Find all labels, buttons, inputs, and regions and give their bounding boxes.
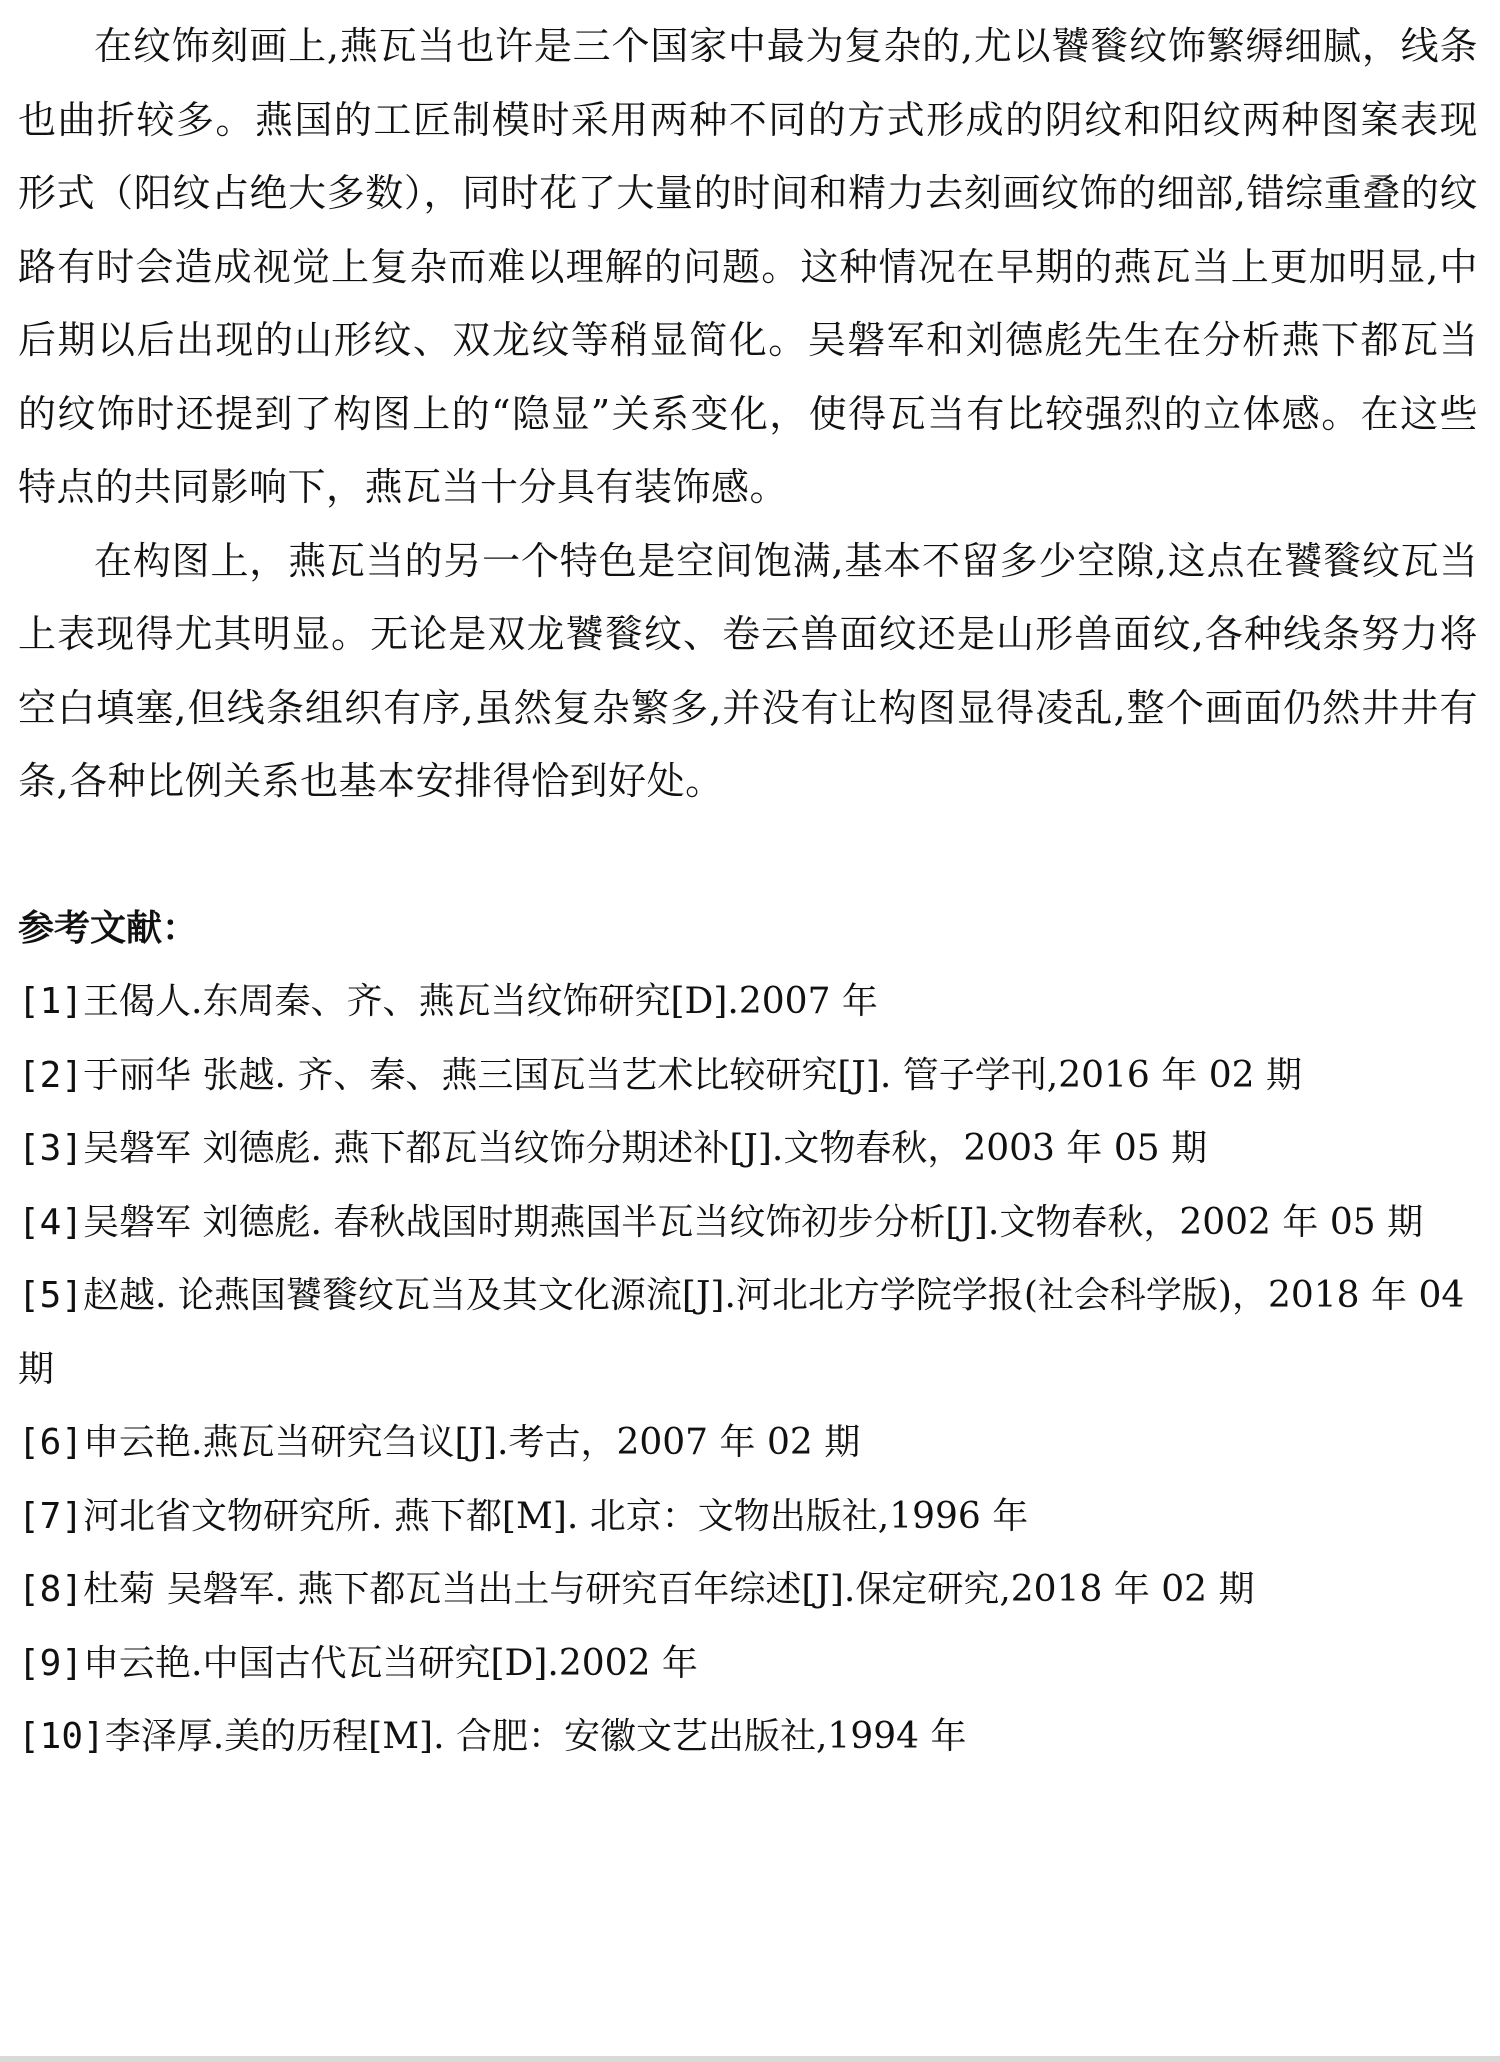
reference-number: [3] xyxy=(18,1128,84,1169)
reference-number: [1] xyxy=(18,981,84,1022)
reference-item xyxy=(18,1259,1478,1406)
reference-text: 吴磐军 刘德彪. 春秋战国时期燕国半瓦当纹饰初步分析[J].文物春秋，2002 年 05 期 xyxy=(83,1201,1424,1243)
reference-number: [8] xyxy=(18,1569,84,1610)
reference-item xyxy=(18,965,1478,1039)
reference-number: [10] xyxy=(18,1716,105,1757)
reference-text: 申云艳.燕瓦当研究刍议[J].考古，2007 年 02 期 xyxy=(83,1422,861,1463)
reference-number: [7] xyxy=(18,1495,84,1537)
reference-number: [4] xyxy=(18,1201,84,1243)
reference-number: [6] xyxy=(18,1422,84,1463)
body-paragraph-2: 在构图上，燕瓦当的另一个特色是空间饱满,基本不留多少空隙,这点在饕餮纹瓦当上表现得尤其明显。无论是双龙饕餮纹、卷云兽面纹还是山形兽面纹,各种线条努力将空白填塞,但线条组织有序,虽然复杂繁多,并没有让构图显得凌乱,整个画面仍然井井有条,各种比例关系也基本安排得恰到好处。 xyxy=(18,538,1478,803)
references-list xyxy=(18,965,1478,1774)
reference-text: 河北省文物研究所. 燕下都[M]. 北京：文物出版社,1996 年 xyxy=(83,1495,1029,1537)
reference-number: [5] xyxy=(18,1275,84,1316)
reference-item xyxy=(18,1627,1478,1701)
reference-text: 赵越. 论燕国饕餮纹瓦当及其文化源流[J].河北北方学院学报(社会科学版)，2018 年 04 期 xyxy=(18,1275,1465,1390)
body-paragraph-1: 在纹饰刻画上,燕瓦当也许是三个国家中最为复杂的,尤以饕餮纹饰繁缛细腻，线条也曲折较多。燕国的工匠制模时采用两种不同的方式形成的阴纹和阳纹两种图案表现形式（阳纹占绝大多数），同时花了大量的时间和精力去刻画纹饰的细部,错综重叠的纹路有时会造成视觉上复杂而难以理解的问题。这种情况在早期的燕瓦当上更加明显,中后期以后出现的山形纹、双龙纹等稍显简化。吴磐军和刘德彪先生在分析燕下都瓦当的纹饰时还提到了构图上的“隐显”关系变化，使得瓦当有比较强烈的立体感。在这些特点的共同影响下，燕瓦当十分具有装饰感。 xyxy=(18,24,1478,509)
reference-text: 杜菊 吴磐军. 燕下都瓦当出土与研究百年综述[J].保定研究,2018 年 02 期 xyxy=(83,1569,1255,1610)
reference-text: 申云艳.中国古代瓦当研究[D].2002 年 xyxy=(83,1642,698,1684)
reference-text: 李泽厚.美的历程[M]. 合肥：安徽文艺出版社,1994 年 xyxy=(104,1716,967,1757)
page-bottom-edge xyxy=(0,2056,1500,2062)
reference-item xyxy=(18,1406,1478,1480)
reference-number: [2] xyxy=(18,1054,84,1096)
section-spacer xyxy=(18,819,1478,892)
reference-text: 吴磐军 刘德彪. 燕下都瓦当纹饰分期述补[J].文物春秋，2003 年 05 期 xyxy=(83,1128,1208,1169)
reference-item xyxy=(18,1112,1478,1186)
reference-item xyxy=(18,1700,1478,1774)
reference-text: 王偈人.东周秦、齐、燕瓦当纹饰研究[D].2007 年 xyxy=(83,981,878,1022)
references-heading: 参考文献： xyxy=(18,907,199,949)
reference-text: 于丽华 张越. 齐、秦、燕三国瓦当艺术比较研究[J]. 管子学刊,2016 年 02 期 xyxy=(83,1054,1302,1096)
reference-item xyxy=(18,1480,1478,1554)
reference-item xyxy=(18,1553,1478,1627)
reference-item xyxy=(18,1039,1478,1113)
reference-number: [9] xyxy=(18,1642,84,1684)
reference-item xyxy=(18,1186,1478,1260)
document-page xyxy=(18,10,1478,1774)
